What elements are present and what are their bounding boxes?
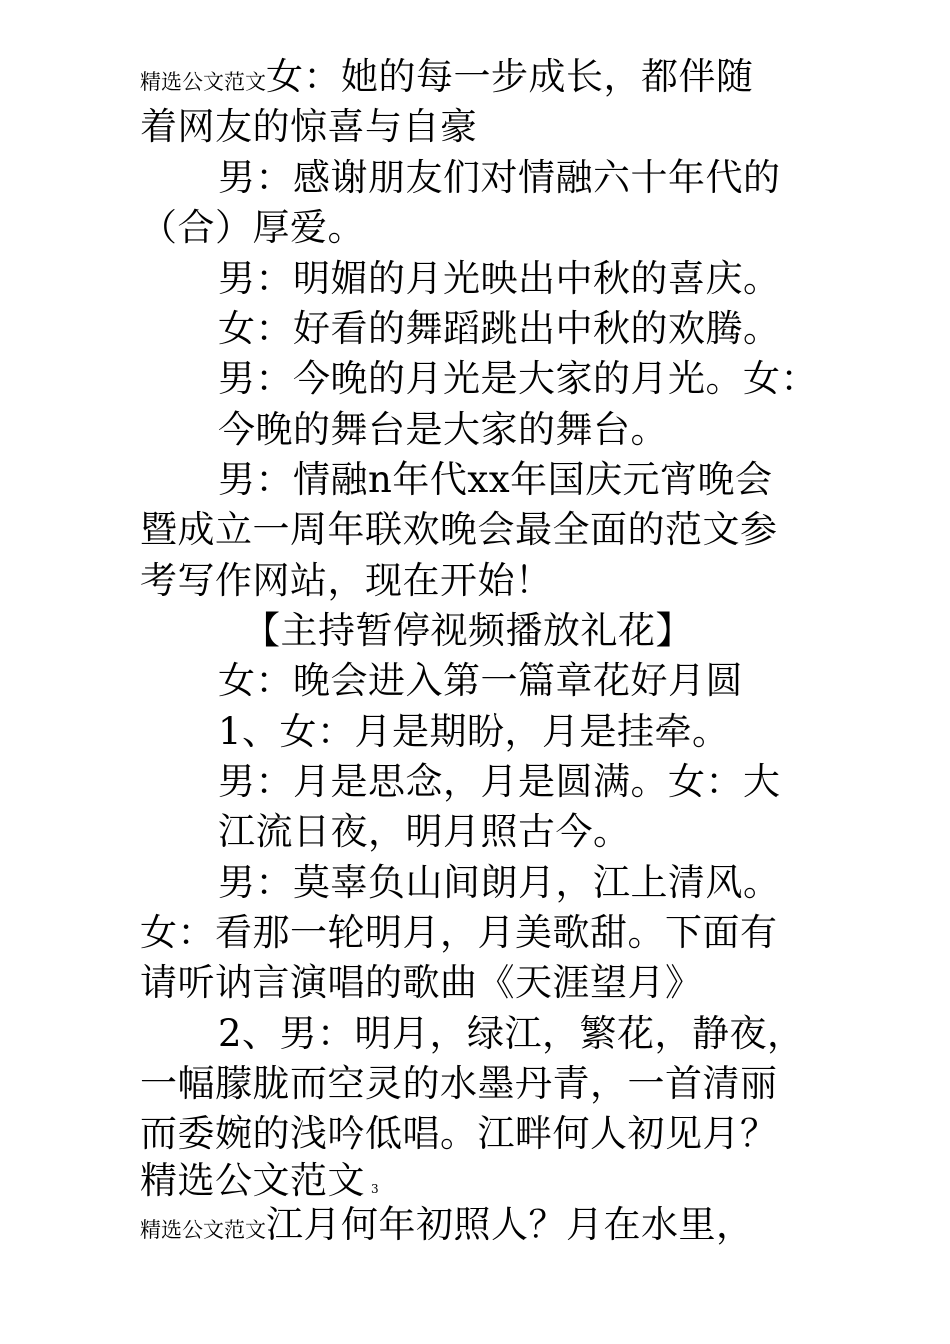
text-line: 江流日夜，明月照古今。 bbox=[218, 810, 631, 853]
text-line bbox=[140, 52, 754, 107]
text-line: 1、女：月是期盼，月是挂牵。 bbox=[218, 710, 730, 753]
text-line bbox=[140, 1200, 754, 1255]
text-line: 男：情融n年代xx年国庆元宵晚会 bbox=[218, 458, 773, 501]
text-line: 请听讷言演唱的歌曲《天涯望月》 bbox=[140, 961, 703, 1004]
text-line: 男：感谢朋友们对情融六十年代的 bbox=[218, 156, 781, 199]
text-line: 男：今晚的月光是大家的月光。女： bbox=[218, 357, 818, 400]
text-line: 男：明媚的月光映出中秋的喜庆。 bbox=[218, 257, 781, 300]
text-line: 着网友的惊喜与自豪 bbox=[140, 105, 478, 148]
stage-direction: 【主持暂停视频播放礼花】 bbox=[243, 609, 693, 652]
text-line: （合）厚爱。 bbox=[140, 206, 365, 249]
text-line: 一幅朦胧而空灵的水墨丹青，一首清丽 bbox=[140, 1062, 778, 1105]
text-line: 今晚的舞台是大家的舞台。 bbox=[218, 408, 668, 451]
line-text: 江月何年初照人？月在水里， bbox=[266, 1203, 754, 1246]
footer-label: 精选公文范文 bbox=[140, 1159, 365, 1202]
text-line: 女：看那一轮明月，月美歌甜。下面有 bbox=[140, 911, 778, 954]
page-header-label: 精选公文范文 bbox=[140, 1218, 266, 1242]
text-line: 而委婉的浅吟低唱。江畔何人初见月？ bbox=[140, 1112, 778, 1155]
text-line: 2、男：明月，绿江，繁花，静夜， bbox=[218, 1012, 805, 1055]
text-line: 暨成立一周年联欢晚会最全面的范文参 bbox=[140, 508, 778, 551]
line-text: 女：她的每一步成长，都伴随 bbox=[266, 55, 754, 98]
text-line: 女：好看的舞蹈跳出中秋的欢腾。 bbox=[218, 307, 781, 350]
page-number: 3 bbox=[371, 1182, 380, 1196]
text-line: 男：莫辜负山间朗月，江上清风。 bbox=[218, 861, 781, 904]
text-line: 男：月是思念，月是圆满。女：大 bbox=[218, 760, 781, 803]
text-line: 考写作网站，现在开始！ bbox=[140, 559, 553, 602]
page-header-label: 精选公文范文 bbox=[140, 70, 266, 94]
text-line: 女：晚会进入第一篇章花好月圆 bbox=[218, 659, 743, 702]
